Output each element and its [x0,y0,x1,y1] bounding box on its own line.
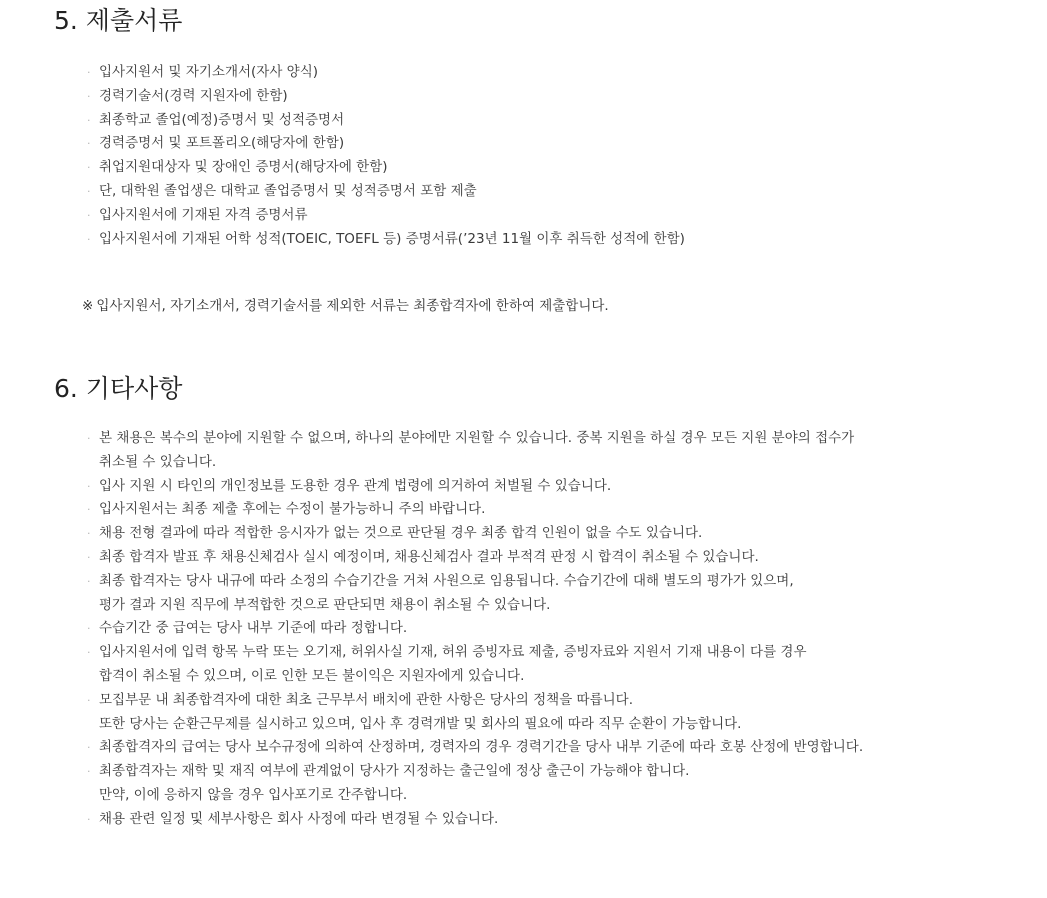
list-item [86,570,863,618]
list-item [86,475,863,499]
bullet-dot-icon: · [87,479,91,493]
bullet-dot-icon: · [87,66,91,79]
list-item-text-continued: 합격이 취소될 수 있으며, 이로 인한 모든 불이익은 지원자에게 있습니다. [99,667,525,684]
bullet-dot-icon: · [87,184,91,198]
list-item-text: 입사지원서에 입력 항목 누락 또는 오기재, 허위사실 기재, 허위 증빙자료 제출, 증빙자료와 지원서 기재 내용이 다를 경우 [99,644,807,661]
bullet-dot-icon: · [87,812,91,826]
list-item [86,522,863,546]
list-item [86,132,685,156]
list-item [86,641,863,689]
list-item-text: 입사지원서에 기재된 어학 성적(TOEIC, TOEFL 등) 증명서류(’23년 11월 이후 취득한 성적에 한함) [99,230,685,247]
section-6-title: 6. 기타사항 [54,374,183,403]
bullet-dot-icon: · [87,89,91,103]
list-item [86,546,863,570]
list-item [86,228,685,252]
bullet-dot-icon: · [87,550,91,564]
list-item [86,180,685,204]
list-item [86,61,685,85]
submission-documents-list [86,61,685,251]
list-item [86,760,863,808]
list-item [86,808,863,832]
list-item-text: 모집부문 내 최종합격자에 대한 최초 근무부서 배치에 관한 사항은 당사의 정책을 따릅니다. [99,691,634,708]
bullet-dot-icon: · [87,741,91,755]
bullet-dot-icon: · [87,646,91,660]
list-item-text: 단, 대학원 졸업생은 대학교 졸업증명서 및 성적증명서 포함 제출 [99,182,477,199]
bullet-dot-icon: · [87,765,91,779]
list-item-text: 최종 합격자 발표 후 채용신체검사 실시 예정이며, 채용신체검사 결과 부적격 판정 시 합격이 취소될 수 있습니다. [99,548,759,565]
list-item-text: 본 채용은 복수의 분야에 지원할 수 없으며, 하나의 분야에만 지원할 수 있습니다. 중복 지원을 하실 경우 모든 지원 분야의 접수가 [99,430,855,446]
list-item-text: 채용 전형 결과에 따라 적합한 응시자가 없는 것으로 판단될 경우 최종 합격 인원이 없을 수도 있습니다. [99,525,703,542]
list-item-text: 경력증명서 및 포트폴리오(해당자에 한함) [99,135,345,152]
bullet-dot-icon: · [87,113,91,127]
list-item-text-continued: 취소될 수 있습니다. [99,453,217,470]
list-item [86,617,863,641]
list-item-text: 취업지원대상자 및 장애인 증명서(해당자에 한함) [99,159,388,176]
bullet-dot-icon: · [87,137,91,151]
list-item-text-continued: 또한 당사는 순환근무제를 실시하고 있으며, 입사 후 경력개발 및 회사의 필요에 따라 직무 순환이 가능합니다. [99,715,742,732]
list-item [86,427,863,475]
submission-note-text: 입사지원서, 자기소개서, 경력기술서를 제외한 서류는 최종합격자에 한하여 제출합니다. [96,298,609,314]
list-item-text: 최종합격자는 재학 및 재직 여부에 관계없이 당사가 지정하는 출근일에 정상 출근이 가능해야 합니다. [99,763,690,780]
list-item [86,156,685,180]
list-item [86,498,863,522]
list-item-text-continued: 평가 결과 지원 직무에 부적합한 것으로 판단되면 채용이 취소될 수 있습니다. [99,596,551,613]
bullet-dot-icon: · [87,503,91,517]
list-item-text: 채용 관련 일정 및 세부사항은 회사 사정에 따라 변경될 수 있습니다. [99,810,499,827]
list-item [86,736,863,760]
bullet-dot-icon: · [87,622,91,636]
bullet-dot-icon: · [87,527,91,541]
list-item-text: 최종 합격자는 당사 내규에 따라 소정의 수습기간을 거쳐 사원으로 임용됩니다. 수습기간에 대해 별도의 평가가 있으며, [99,572,794,589]
list-item-text: 입사 지원 시 타인의 개인정보를 도용한 경우 관계 법령에 의거하여 처벌될 수 있습니다. [99,477,612,494]
list-item-text: 경력기술서(경력 지원자에 한함) [99,87,288,104]
list-item [86,689,863,737]
list-item [86,109,685,133]
list-item-text: 수습기간 중 급여는 당사 내부 기준에 따라 정합니다. [99,620,408,637]
submission-note [82,294,609,318]
list-item-text: 최종학교 졸업(예정)증명서 및 성적증명서 [99,111,345,128]
list-item-text-continued: 만약, 이에 응하지 않을 경우 입사포기로 간주합니다. [99,786,408,803]
list-item-text: 입사지원서 및 자기소개서(자사 양식) [99,64,319,80]
bullet-dot-icon: · [87,161,91,175]
reference-mark-icon: ※ [82,298,94,314]
bullet-dot-icon: · [87,574,91,588]
bullet-dot-icon: · [87,693,91,707]
list-item [86,85,685,109]
bullet-dot-icon: · [87,432,91,445]
list-item-text: 최종합격자의 급여는 당사 보수규정에 의하여 산정하며, 경력자의 경우 경력기간을 당사 내부 기준에 따라 호봉 산정에 반영합니다. [99,739,864,756]
bullet-dot-icon: · [87,208,91,222]
list-item-text: 입사지원서는 최종 제출 후에는 수정이 불가능하니 주의 바랍니다. [99,501,486,518]
bullet-dot-icon: · [87,232,91,246]
list-item [86,204,685,228]
section-5-title: 5. 제출서류 [54,6,183,35]
list-item-text: 입사지원서에 기재된 자격 증명서류 [99,206,308,223]
other-notes-list [86,427,863,832]
